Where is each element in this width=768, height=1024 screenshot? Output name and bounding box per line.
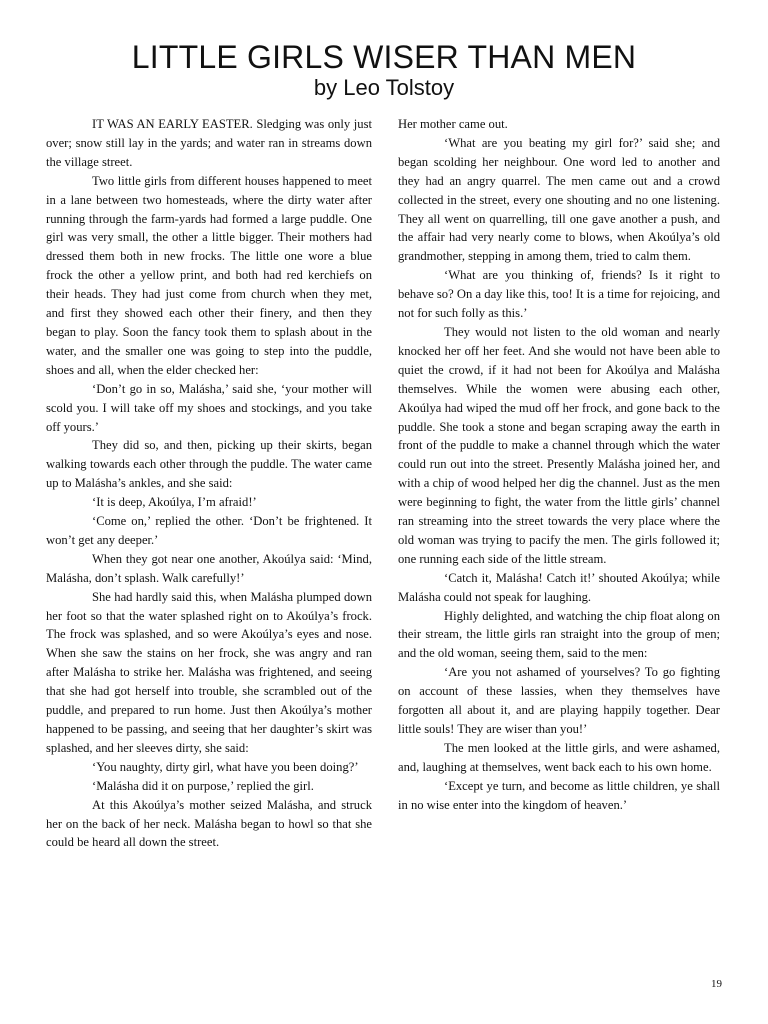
paragraph: ‘Except ye turn, and become as little children, ye shall in no wise enter into the kingdom of heaven.’	[398, 778, 720, 812]
paragraph: ‘Don’t go in so, Malásha,’ said she, ‘your mother will scold you. I will take off my shoes and stockings, and you take off yours.’	[46, 381, 372, 434]
paragraph: She had hardly said this, when Malásha plumped down her foot so that the water splashed right on to Akoúlya’s frock. The frock was splashed, and so were Akoúlya’s eyes and nose. When she saw the stains on her frock, she was angry and ran after Malásha to strike her. Malásha was frightened, and seeing that she had got herself into trouble, she scrambled out of the puddle, and prepared to run home. Just then Akoúlya’s mother happened to be passing, and seeing that her daughter’s skirt was splashed, and her sleeves dirty, she said:	[46, 589, 372, 755]
page-number: 19	[711, 978, 722, 990]
paragraph: ‘Catch it, Malásha! Catch it!’ shouted Akoúlya; while Malásha could not speak for laughing.	[398, 570, 720, 604]
paragraph: They would not listen to the old woman and nearly knocked her off her feet. And she would not have been able to quiet the crowd, if it had not been for Akoúlya and Malásha themselves. While the women were abusing each other, Akoúlya had wiped the mud off her frock, and gone back to the puddle. She took a stone and began scraping away the earth in front of the puddle to make a channel through which the water could run out into the street. Presently Malásha joined her, and with a chip of wood helped her dig the channel. Just as the men were beginning to fight, the water from the little girls’ channel ran streaming into the street towards the very place where the old woman was trying to pacify the men. The girls followed it; one running each side of the little stream.	[398, 324, 720, 566]
paragraph: Two little girls from different houses happened to meet in a lane between two homesteads, where the dirty water after running through the farm-yards had formed a large puddle. One girl was very small, the other a little bigger. Their mothers had dressed them both in new frocks. The little one wore a blue frock the other a yellow print, and both had red kerchiefs on their heads. They had just come from church when they met, and first they showed each other their finery, and then they began to play. Soon the fancy took them to splash about in the water, and the smaller one was going to step into the puddle, shoes and all, when the elder checked her:	[46, 173, 372, 377]
right-text-column	[398, 115, 720, 815]
paragraph: ‘Are you not ashamed of yourselves? To go fighting on account of these lassies, when they themselves have forgotten all about it, and are playing happily together. Dear little souls! They are wiser than you!’	[398, 665, 720, 736]
paragraph: ‘What are you beating my girl for?’ said she; and began scolding her neighbour. One word led to another and they had an angry quarrel. The men came out and a crowd collected in the street, every one shouting and no one listening. They all went on quarrelling, till one gave another a push, and the affair had very nearly come to blows, when Akoúlya’s old grandmother, stepping in among them, tried to calm them.	[398, 135, 720, 264]
paragraph: They did so, and then, picking up their skirts, began walking towards each other through the puddle. The water came up to Malásha’s ankles, and she said:	[46, 438, 372, 491]
paragraph: When they got near one another, Akoúlya said: ‘Mind, Malásha, don’t splash. Walk carefully!’	[46, 551, 372, 585]
paragraph: The men looked at the little girls, and were ashamed, and, laughing at themselves, went back each to his own home.	[398, 740, 720, 774]
paragraph: At this Akoúlya’s mother seized Malásha, and struck her on the back of her neck. Malásha began to howl so that she could be heard all down the street.	[46, 797, 372, 850]
paragraph: ‘What are you thinking of, friends? Is it right to behave so? On a day like this, too! It is a time for rejoicing, and not for such folly as this.’	[398, 268, 720, 321]
story-title: LITTLE GIRLS WISER THAN MEN	[131, 39, 637, 75]
paragraph-continuation: Her mother came out.	[398, 117, 508, 131]
paragraph: ‘Malásha did it on purpose,’ replied the girl.	[92, 778, 314, 793]
paragraph: ‘You naughty, dirty girl, what have you been doing?’	[92, 759, 359, 774]
paragraph: ‘It is deep, Akoúlya, I’m afraid!’	[92, 495, 257, 510]
paragraph: IT WAS AN EARLY EASTER. Sledging was only just over; snow still lay in the yards; and water ran in streams down the village street.	[46, 117, 372, 169]
paragraph: ‘Come on,’ replied the other. ‘Don’t be frightened. It won’t get any deeper.’	[46, 514, 372, 547]
left-text-column	[46, 115, 372, 852]
paragraph: Highly delighted, and watching the chip float along on their stream, the little girls ran straight into the group of men; and the old woman, seeing them, said to the men:	[398, 608, 720, 661]
story-author: by Leo Tolstoy	[313, 75, 455, 100]
